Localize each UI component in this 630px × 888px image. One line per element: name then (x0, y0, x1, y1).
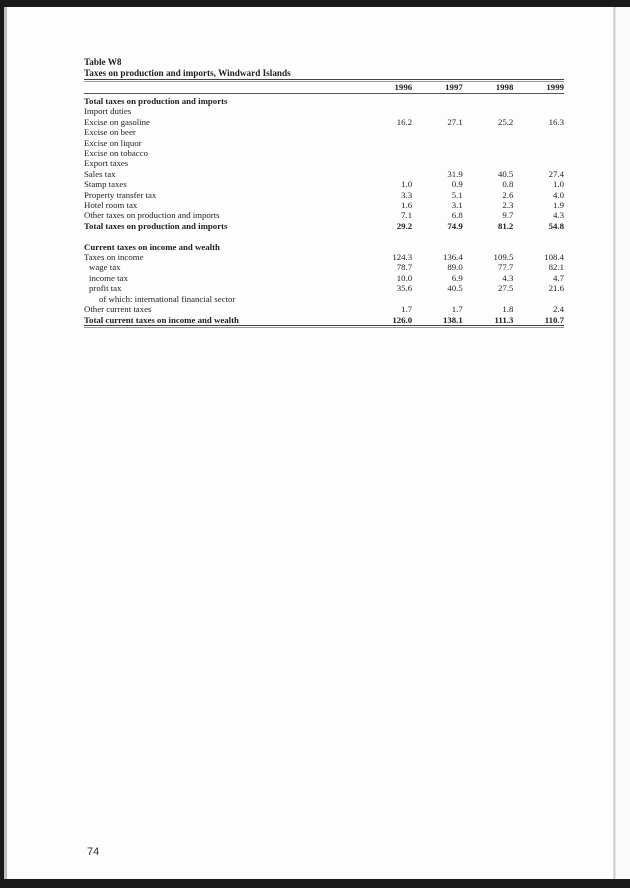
row-label: Total taxes on production and imports (84, 96, 228, 106)
row-label: Export taxes (84, 158, 129, 169)
row-label: Sales tax (84, 168, 116, 179)
table-row (84, 138, 564, 148)
cell-1996: 1.0 (401, 179, 413, 190)
cell-1999 (513, 158, 564, 168)
cell-1998: 2.6 (502, 189, 514, 200)
cell-1999 (513, 231, 564, 241)
cell-1996: 29.2 (396, 220, 413, 231)
row-label: Other taxes on production and imports (84, 210, 220, 221)
row-label: Current taxes on income and wealth (84, 241, 220, 252)
row-label: Excise on beer (84, 127, 136, 138)
cell-1998: 111.3 (494, 314, 514, 325)
column-header-1996: 1996 (394, 82, 413, 93)
cell-1996: 1.6 (401, 200, 413, 211)
cell-1998: 81.2 (497, 220, 514, 231)
table-row (84, 262, 564, 272)
cell-1997 (412, 158, 463, 168)
cell-1999: 2.4 (553, 304, 564, 315)
cell-1996 (362, 169, 413, 179)
cell-1997: 89.0 (447, 262, 463, 273)
cell-1998: 27.5 (497, 283, 514, 294)
cell-1997 (412, 96, 463, 106)
table-row (84, 283, 564, 293)
cell-1996 (362, 127, 413, 137)
row-label: income tax (89, 272, 128, 283)
cell-1996: 78.7 (396, 262, 413, 273)
cell-1996 (362, 294, 413, 304)
row-label: Other current taxes (84, 304, 152, 315)
cell-1997: 74.9 (447, 220, 463, 231)
cell-1997: 0.9 (451, 179, 463, 190)
cell-1997: 5.1 (451, 189, 463, 200)
cell-1999: 54.8 (548, 220, 564, 231)
bottom-rule (84, 325, 564, 328)
cell-1998: 1.8 (502, 304, 514, 315)
cell-1996 (362, 106, 413, 116)
cell-1999: 4.3 (553, 210, 564, 221)
cell-1996: 1.7 (401, 304, 413, 315)
cell-1997 (412, 231, 463, 241)
header-label-cell (84, 82, 362, 94)
cell-1998 (463, 106, 514, 116)
cell-1998: 0.8 (502, 179, 514, 190)
cell-1998 (463, 158, 514, 168)
cell-1997 (412, 294, 463, 304)
table-row (84, 200, 564, 210)
table-body (84, 94, 564, 325)
cell-1998 (463, 127, 514, 137)
table-id: Table W8 (84, 57, 122, 67)
table-container (84, 57, 564, 328)
table-row (84, 294, 564, 304)
cell-1998 (463, 231, 514, 241)
table-row (84, 242, 564, 252)
cell-1999: 4.7 (553, 272, 564, 283)
cell-1997: 138.1 (442, 314, 463, 325)
cell-1997 (412, 242, 463, 252)
table-row (84, 117, 564, 127)
table-row (84, 221, 564, 231)
cell-1997 (412, 127, 463, 137)
cell-1999 (513, 138, 564, 148)
row-label: Taxes on income (84, 252, 144, 263)
spacer-row (84, 231, 564, 241)
cell-1997: 27.1 (447, 116, 463, 127)
cell-1999: 16.3 (548, 116, 564, 127)
cell-1997 (412, 148, 463, 158)
cell-1998 (463, 138, 514, 148)
table-row (84, 96, 564, 106)
table-title: Taxes on production and imports, Windward Islands (84, 68, 291, 78)
table-row (84, 252, 564, 262)
cell-1997: 136.4 (442, 252, 463, 263)
cell-1999: 4.0 (553, 189, 564, 200)
table-row (84, 210, 564, 220)
cell-1996: 124.3 (392, 252, 413, 263)
cell-1998 (463, 242, 514, 252)
cell-1996 (362, 158, 413, 168)
cell-1999 (513, 148, 564, 158)
column-header-1997: 1997 (445, 82, 463, 93)
table-row (84, 315, 564, 325)
table-row (84, 190, 564, 200)
cell-1999 (513, 96, 564, 106)
cell-1998: 40.5 (497, 168, 514, 179)
cell-1997: 6.8 (451, 210, 463, 221)
table-row (84, 127, 564, 137)
cell-1996: 3.3 (401, 189, 413, 200)
table-row (84, 106, 564, 116)
cell-1999 (513, 106, 564, 116)
cell-1999: 21.6 (548, 283, 564, 294)
cell-1996 (362, 138, 413, 148)
cell-1997: 1.7 (451, 304, 463, 315)
table-row (84, 273, 564, 283)
row-label: Hotel room tax (84, 200, 138, 211)
cell-1998: 9.7 (502, 210, 514, 221)
row-label (84, 231, 362, 241)
cell-1999: 1.0 (553, 179, 564, 190)
cell-1999: 108.4 (544, 252, 564, 263)
cell-1998 (463, 294, 514, 304)
cell-1996: 126.0 (392, 314, 413, 325)
row-label: Import duties (84, 106, 132, 117)
cell-1996 (362, 242, 413, 252)
data-table (84, 82, 564, 325)
cell-1997: 6.9 (451, 272, 463, 283)
row-label: Property transfer tax (84, 189, 157, 200)
page-number: 74 (87, 846, 100, 858)
cell-1999 (513, 294, 564, 304)
cell-1996 (362, 148, 413, 158)
cell-1999: 110.7 (544, 314, 564, 325)
cell-1998: 25.2 (497, 116, 514, 127)
page-left-edge (4, 7, 7, 879)
cell-1998: 109.5 (493, 252, 514, 263)
cell-1997: 40.5 (447, 283, 463, 294)
cell-1996 (362, 96, 413, 106)
cell-1999: 82.1 (548, 262, 564, 273)
column-header-1999: 1999 (546, 82, 564, 93)
cell-1999: 1.9 (553, 200, 564, 211)
row-label: Excise on liquor (84, 137, 142, 148)
cell-1997: 3.1 (451, 200, 463, 211)
table-row (84, 179, 564, 189)
cell-1996 (362, 231, 413, 241)
column-header-1998: 1998 (495, 82, 514, 93)
cell-1998: 2.3 (502, 200, 514, 211)
cell-1997: 31.9 (447, 168, 463, 179)
row-label: wage tax (89, 262, 121, 273)
row-label: Excise on tobacco (84, 148, 148, 159)
cell-1996: 35.6 (396, 283, 413, 294)
header-row (84, 82, 564, 94)
row-label: Excise on gasoline (84, 116, 150, 127)
cell-1997 (412, 138, 463, 148)
cell-1999 (513, 242, 564, 252)
cell-1998: 77.7 (497, 262, 514, 273)
table-row (84, 169, 564, 179)
row-label: Stamp taxes (84, 179, 127, 190)
cell-1996: 10.0 (396, 272, 413, 283)
row-label: profit tax (89, 283, 122, 294)
cell-1997 (412, 106, 463, 116)
cell-1999: 27.4 (548, 168, 564, 179)
row-label: of which: international financial sector (99, 293, 236, 304)
table-row (84, 158, 564, 168)
row-label: Total current taxes on income and wealth (84, 314, 239, 325)
table-row (84, 304, 564, 314)
table-row (84, 148, 564, 158)
cell-1998: 4.3 (502, 272, 514, 283)
cell-1998 (463, 96, 514, 106)
cell-1996: 7.1 (401, 210, 413, 221)
cell-1999 (513, 127, 564, 137)
row-label: Total taxes on production and imports (84, 220, 228, 231)
cell-1998 (463, 148, 514, 158)
cell-1996: 16.2 (396, 116, 413, 127)
facing-page-margin (616, 7, 630, 879)
